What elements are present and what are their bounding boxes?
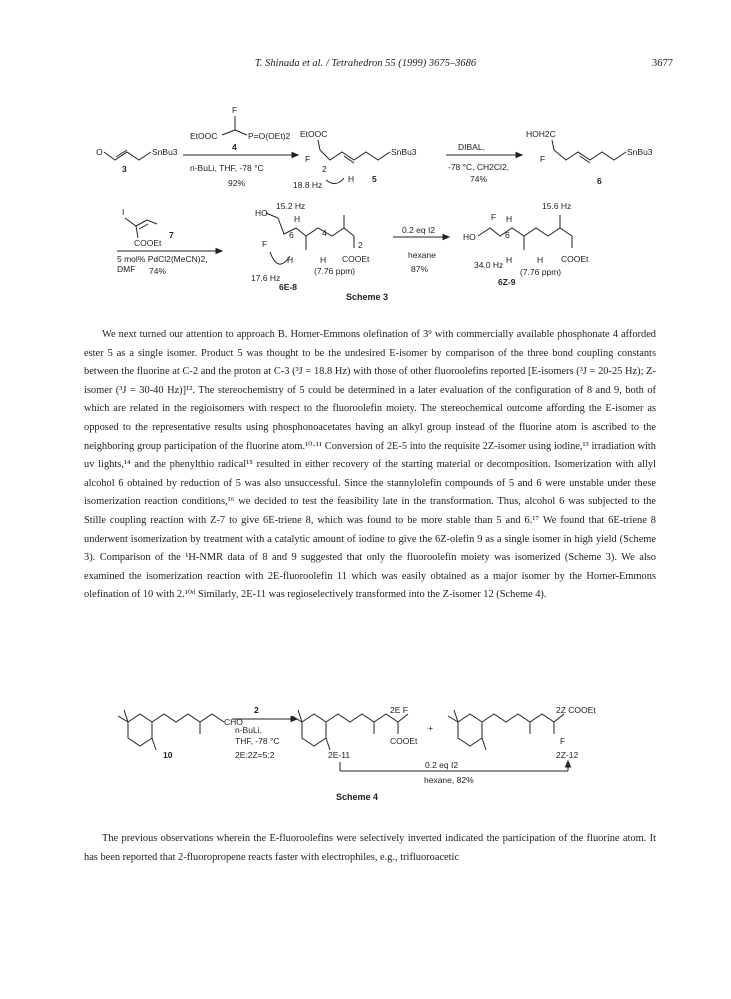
label: (7.76 ppm) (520, 267, 562, 277)
label: H (294, 214, 301, 224)
label: I (122, 207, 125, 217)
label: SnBu3 (152, 147, 178, 157)
label: EtOOC (300, 129, 328, 139)
label: P=O(OEt)2 (248, 131, 291, 141)
label: H (506, 255, 513, 265)
label: hexane, 82% (424, 775, 474, 785)
label: 7 (169, 230, 174, 240)
label: CHO (224, 717, 243, 727)
paragraph-text: We next turned our attention to approach B. Horner-Emmons olefination of 3⁹ with commercially available phosphonate 4 afforded ester 5 as a single isomer. Product 5 was thought to be the undesired E-isomer by comparison of the three bond coupling constants between the fluorine at C-2 and the proton at C-3 (³J = 18.8 Hz) with those of other fluoroolefins reported [E-isomers (³J = 20-25 Hz); Z-isomer (³J = 30-40 Hz)]¹². The stereochemistry of 5 could be determined in a later evaluation of the configuration of 8 and 9, both of which are related in the regioisomers with respect to the fluoroolefin moiety. The stereochemical outcome affording the E-isomer as opposed to the representative results using phosphonoacetates having an alkyl group instead of the fluorine atom is ascribed to the neighboring group participation of the fluorine atom.¹⁰·¹¹ Conversion of 2E-5 into the requisite 2Z-isomer using iodine,¹³ irradiation with uv lights,¹⁴ and the phenylthio radical¹⁵ resulted in either recovery of the starting material or decomposition. Isomerization with allyl alcohol 6 obtained by reduction of 5 was also unsuccessful. Since the stannylolefin compounds of 5 and 6 were unstable under these isomerization reaction conditions,¹⁶ we decided to test the feasibility late in the transformation. Thus, alcohol 6 was subjected to the Stille coupling reaction with Z-7 to give 6E-triene 8, which was found to be more stable than 5 and 6.¹⁷ We found that 6E-triene 8 underwent isomerization by treatment with a catalytic amount of iodine to give the 6Z-olefin 9 as a single isomer in high yield (Scheme 3). Comparison of the ¹H-NMR data of 8 and 9 suggested that only the fluoroolefin moiety was isomerized (Scheme 3). We also examined the isomerization reaction with 2E-fluoroolefin 11 which was easily obtained as a major isomer by the Horner-Emmons olefination of 10 with 2.¹⁰ᵈ Similarly, 2E-11 was regioselectively transformed into the Z-isomer 12 (Scheme 4). (84, 329, 656, 601)
label: 5 mol% PdCl2(MeCN)2, (117, 254, 208, 264)
label: F (560, 736, 566, 746)
label: H (537, 255, 544, 265)
label: F (305, 154, 311, 164)
label: 4 (232, 142, 237, 152)
label: F (540, 154, 546, 164)
label: SnBu3 (391, 147, 417, 157)
label: 2E-11 (328, 750, 351, 760)
reaction-arrow-4 (232, 705, 297, 760)
label: 3 (122, 164, 127, 174)
label: COOEt (134, 238, 162, 248)
compound-10-structure (118, 710, 243, 760)
label: COOEt (342, 254, 370, 264)
label: DMF (117, 264, 136, 274)
label: 2E F (390, 705, 408, 715)
label: 87% (411, 264, 429, 274)
label: HOH2C (526, 129, 556, 139)
label: 6Z-9 (498, 277, 516, 287)
compound-11-structure (292, 705, 418, 760)
label: 2 (322, 164, 327, 174)
label: 74% (149, 266, 167, 276)
label: 15.6 Hz (542, 201, 572, 211)
label: SnBu3 (627, 147, 653, 157)
label: 15.2 Hz (276, 201, 306, 211)
label: 5 (372, 174, 377, 184)
label: F (232, 105, 238, 115)
label: O (96, 147, 103, 157)
label: 92% (228, 178, 246, 188)
label: 4 (322, 228, 327, 238)
label: 6E-8 (279, 282, 297, 292)
scheme-3-caption: Scheme 3 (346, 292, 389, 302)
label: F (491, 212, 497, 222)
label: 2 (254, 705, 259, 715)
paragraph-text: The previous observations wherein the E-fluoroolefins were selectively inverted indicated the participation of the fluorine atom. It has been reported that 2-fluoropropene reacts faster with electrophiles, e.g., trifluoroacetic (84, 833, 656, 863)
plus-sign: + (428, 723, 433, 733)
label: 34.0 Hz (474, 260, 504, 270)
label: HO (255, 208, 268, 218)
label: F (262, 239, 268, 249)
label: H (287, 255, 294, 265)
label: 2Z COOEt (556, 705, 596, 715)
label: 6 (505, 230, 510, 240)
label: 2E:2Z=5:2 (235, 750, 275, 760)
label: 2Z-12 (556, 750, 579, 760)
label: HO (463, 232, 476, 242)
page-number: 3677 (652, 58, 673, 69)
label: COOEt (561, 254, 589, 264)
label: EtOOC (190, 131, 218, 141)
label: n-BuLi, THF, -78 °C (190, 163, 264, 173)
label: -78 °C, CH2Cl2, (448, 162, 510, 172)
label: (7.76 ppm) (314, 266, 356, 276)
label: hexane (408, 250, 436, 260)
compound-12-structure (448, 705, 596, 760)
label: THF, -78 °C (235, 736, 280, 746)
label: DIBAL, (458, 142, 485, 152)
label: 17.6 Hz (251, 273, 281, 283)
label: 2 (358, 240, 363, 250)
label: 0.2 eq I2 (402, 225, 436, 235)
scheme-4-caption: Scheme 4 (336, 792, 379, 802)
label: 0.2 eq I2 (425, 760, 459, 770)
label: 6 (289, 230, 294, 240)
label: 6 (597, 176, 602, 186)
label: 74% (470, 174, 488, 184)
label: 18.8 Hz (293, 180, 323, 190)
journal-citation: T. Shinada et al. / Tetrahedron 55 (1999) 3675–3686 (254, 58, 477, 69)
label: H (320, 255, 327, 265)
label: H (506, 214, 513, 224)
body-paragraph-2 (84, 830, 656, 867)
label: 10 (163, 750, 173, 760)
label: COOEt (390, 736, 418, 746)
label: n-BuLi, (235, 725, 262, 735)
reaction-arrow-5 (340, 760, 571, 785)
label: H (348, 174, 355, 184)
